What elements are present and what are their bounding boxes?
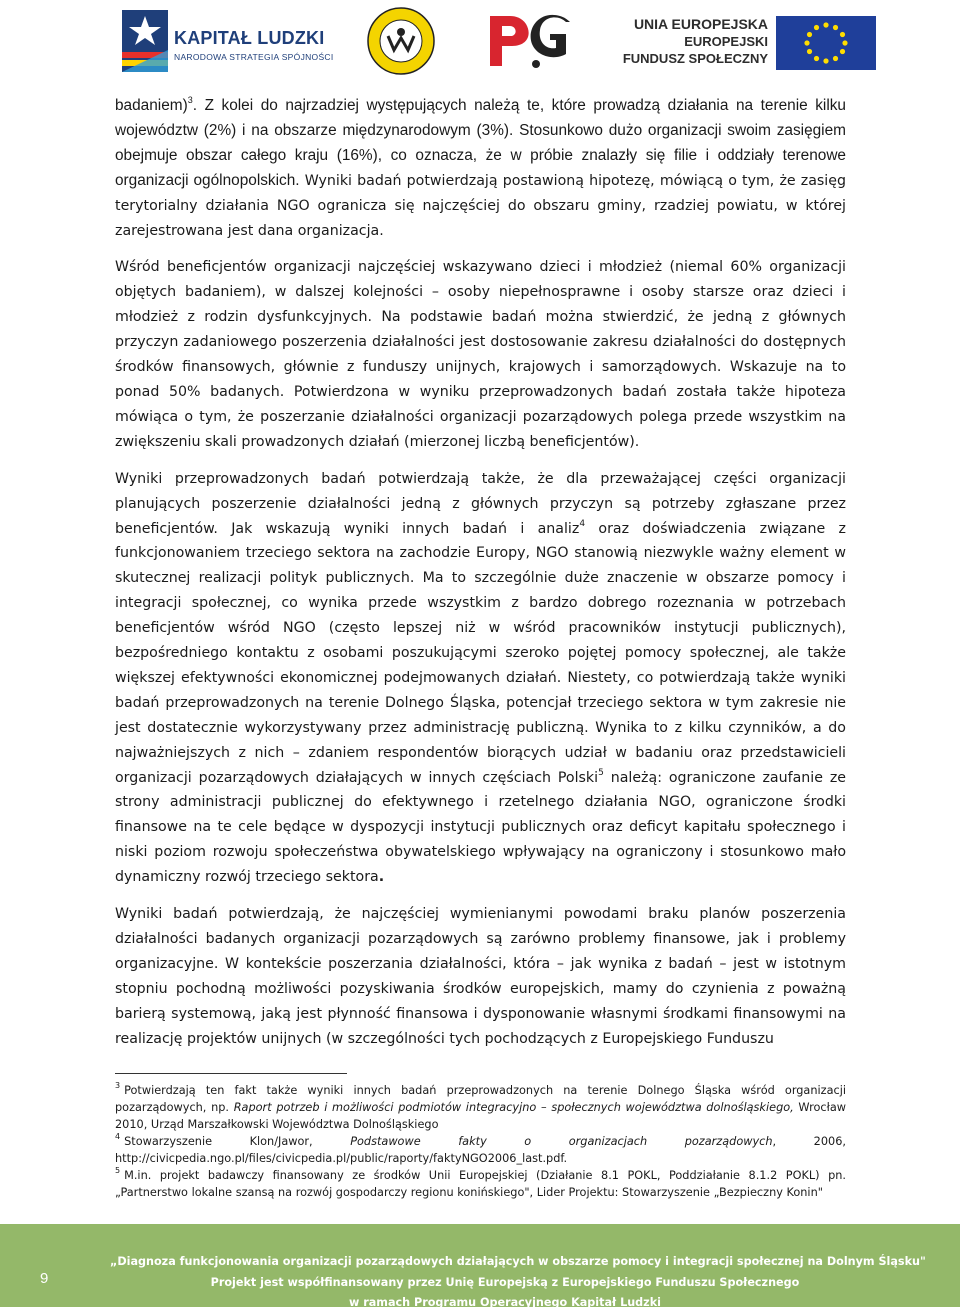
- eu-flag-icon: [776, 16, 876, 70]
- footnote-ref-4: 4: [579, 518, 586, 529]
- paragraph-3: Wyniki przeprowadzonych badań potwierdzają także, że dla przeważającej części organizacji planujących poszerzenie działalności jedną z głównych przyczyn są potrzeby zgłaszane przez beneficjentów. Jak wskazują wyniki innych badań i analiz$^4$ oraz doświadczenia związane z funkcjonowaniem trzeciego sektora na zachodzie Europy, NGO stanowią niezwykle ważny element w skutecznej realizacji polityk publicznych. Ma to szczególnie duże znaczenie w obszarze pomocy i integracji społecznej, co wynika przede wszystkim z bardzo dobrego rozeznania w potrzebach beneficjentów wśród NGO (często lepszej niż w wśród pracowników instytucji publicznych), bezpośredniego kontaktu z osobami poszukującymi szeroko pojętej pomocy społecznej, ale także większej efektywności ekonomicznej podejmowanych działań. Niestety, co potwierdzają także wyniki badań przeprowadzonych na terenie Dolnego Śląska, potencjał trzeciego sektora w tym zakresie nie jest dostatecznie wykorzystywany przez administrację publiczną. Wynika to z kilku czynników, a do najważniejszych z nich – zdaniem respondentów biorących udział w badaniu oraz przedstawicieli organizacji pozarządowych działających w innych częściach Polski$^5$ należą: ograniczone zaufanie ze strony administracji publicznej do efektywnego i rzetelnego działania NGO, ograniczone środki finansowe na te cele będące w dyspozycji instytucji publicznych oraz deficyt kapitału społecznego i niski poziom rozwoju społeczeństwa obywatelskiego wpływający na ograniczony i stosunkowo mało dynamiczny rozwój trzeciego sektora.: [115, 470, 846, 886]
- page-number: 9: [40, 1270, 49, 1287]
- footnote-separator: [115, 1073, 347, 1074]
- kapital-ludzki-title: KAPITAŁ LUDZKI: [174, 28, 325, 48]
- main-text: [115, 94, 846, 1064]
- bsg-mark-icon: [486, 12, 578, 70]
- footnote-3: $^3$ Potwierdzają ten fakt także wyniki innych badań przeprowadzonych na terenie Dolnego Śląska wśród organizacji pozarządowych, np. Raport potrzeb i możliwości podmiotów integracyjno – społecznych województwa dolnośląskiego, Wrocław 2010, Urząd Marszałkowski Województwa Dolnośląskiego: [115, 1081, 846, 1131]
- paragraph-2: Wśród beneficjentów organizacji najczęściej wskazywano dzieci i młodzież (niemal 60% organizacji objętych badaniem), w dalszej kolejności – osoby niepełnosprawne i osoby starsze oraz dzieci i młodzież z rodzin dysfunkcyjnych. Na podstawie badań można stwierdzić, że jedną z głównych przyczyn zadaniowego poszerzenia działalności jest dostosowanie zakresu działalności do dostępnych środków finansowych, głównie z funduszy unijnych, krajowych i samorządowych. Wskazuje na to ponad 50% badanych. Potwierdzona w wyniku przeprowadzonych badań została także hipoteza mówiąca o tym, że poszerzanie działalności organizacji pozarządowych polega przede wszystkim na zwiększeniu skali prowadzonych działań (mierzonej liczbą beneficjentów).: [115, 259, 846, 450]
- paragraph-1: [115, 94, 846, 243]
- rops-seal-icon: [366, 6, 436, 76]
- eu-efs-logo: [622, 16, 876, 70]
- footer-line-2: Projekt jest współfinansowany przez Unię Europejską z Europejskiego Funduszu Społecznego: [210, 1275, 800, 1289]
- footnote-4-link: , 2006, http://civicpedia.ngo.pl/files/civicpedia.pl/public/raporty/faktyNGO2006_last.pdf.: [115, 1135, 846, 1165]
- eu-title: UNIA EUROPEJSKA: [633, 16, 768, 32]
- paragraph-1-continued-text: badaniem)$^3$. Z kolei do najrzadziej występujących należą te, które prowadzą działania na terenie kilku województw (2%) i na obszarze międzynarodowym (3%). Stosunkowo dużo organizacji swoim zasięgiem obejmuje obszar całego kraju (16%), co oznacza, że w próbie znalazły się filie i oddziały terenowe organizacji ogólnopolskich.: [115, 95, 846, 189]
- eu-subtitle-2: FUNDUSZ SPOŁECZNY: [622, 51, 768, 66]
- kapital-ludzki-emblem-icon: [122, 10, 168, 72]
- kapital-ludzki-logo: [122, 10, 334, 72]
- paragraph-4: Wyniki badań potwierdzają, że najczęściej wymienianymi powodami braku planów poszerzenia działalności badanych organizacji pozarządowych są zarówno problemy finansowe, jak i problemy organizacyjne. W kontekście poszerzania działalności, która – jak wynika z badań – jest w istotnym stopniu pochodną możliwości pozyskiwania środków europejskich, mamy do czynienia z poważną barierą systemową, jaką jest płynność finansowa i dysponowanie własnymi środkami finansowymi na realizację projektów unijnych (w szczególności tych pochodzących z Europejskiego Funduszu: [115, 906, 846, 1047]
- footer-project-info: [110, 1252, 926, 1314]
- footnotes: [115, 1082, 846, 1201]
- footnote-5: $^5$ M.in. projekt badawczy finansowany ze środków Unii Europejskiej (Działanie 8.1 POKL, Poddziałanie 8.1.2 POKL) pn. „Partnerstwo lokalne szansą na rozwój gospodarczy regionu konińskiego", Lider Projektu: Stowarzyszenie „Bezpieczny Konin": [115, 1166, 846, 1199]
- paragraph-1-conclusion: Wyniki badań potwierdzają postawioną hipotezę, mówiącą o tym, że zasięg terytorialny działania NGO ogranicza się najczęściej do obszaru gminy, rzadziej powiatu, w której zarejestrowana jest dana organizacja.: [115, 172, 846, 239]
- footer-line-3: w ramach Programu Operacyjnego Kapitał Ludzki: [349, 1296, 661, 1309]
- kapital-ludzki-subtitle: NARODOWA STRATEGIA SPÓJNOŚCI: [174, 52, 334, 62]
- footnote-4: $^4$ Stowarzyszenie Klon/Jawor, Podstawowe fakty o organizacjach pozarządowych, 2006, http://civicpedia.ngo.pl/files/civicpedia.pl/public/raporty/faktyNGO2006_last.pdf.: [115, 1132, 846, 1165]
- footer-line-1: „Diagnoza funkcjonowania organizacji pozarządowych działających w obszarze pomocy i integracji społecznej na Dolnym Śląsku": [110, 1255, 926, 1268]
- rops-seal-logo: [366, 6, 436, 76]
- bsg-logo: [486, 12, 578, 70]
- eu-subtitle-1: EUROPEJSKI: [684, 34, 768, 49]
- page-footer: [0, 1224, 960, 1307]
- footnote-ref-5: 5: [598, 767, 604, 778]
- footnote-ref-3: 3: [187, 95, 193, 105]
